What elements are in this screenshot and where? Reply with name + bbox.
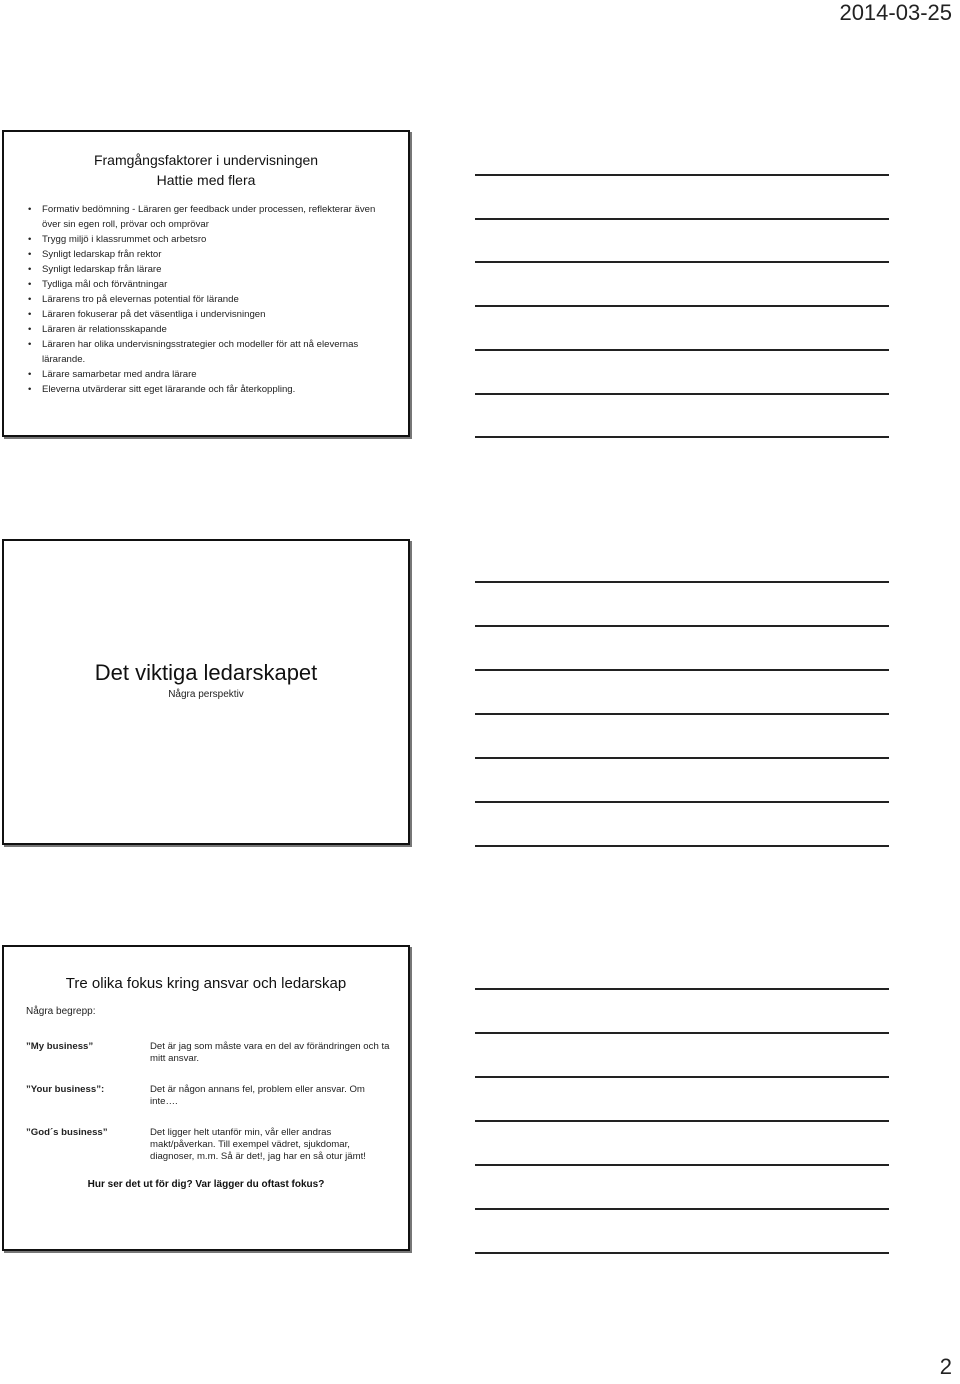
bullet-item: • Läraren är relationsskapande [28,322,396,337]
note-line [475,393,889,395]
note-line [475,669,889,671]
header-date: 2014-03-25 [839,0,952,25]
slide-title [4,150,408,190]
note-line [475,305,889,307]
slide-question: Hur ser det ut för dig? Var lägger du oftast fokus? [87,1179,325,1190]
notes-lines-slide1 [475,130,889,440]
note-line [475,349,889,351]
note-line [475,1076,889,1078]
note-line [475,988,889,990]
note-line [475,1208,889,1210]
bullet-item: • Läraren har olika undervisningsstrategier och modeller för att nå elevernas lärarande. [28,337,396,367]
note-line [475,1032,889,1034]
note-line [475,1252,889,1254]
page-number: 2 [939,1354,952,1379]
notes-lines-slide2 [475,538,889,850]
note-line [475,581,889,583]
slide-framgangsfaktorer [2,130,410,437]
concept-term: ”God´s business” [26,1127,108,1138]
notes-lines-slide3 [475,945,889,1257]
note-line [475,218,889,220]
concept-definition: Det är någon annans fel, problem eller ansvar. Om inte…. [150,1084,365,1107]
note-line [475,174,889,176]
note-line [475,625,889,627]
concept-term: ”Your business”: [26,1084,105,1095]
bullet-item: • Formativ bedömning - Läraren ger feedback under processen, reflekterar även över sin egen roll, prövar och omprövar [28,202,396,232]
bullet-item: • Lärarens tro på elevernas potential för lärande [28,292,396,307]
concept-definition: Det är jag som måste vara en del av förändringen och ta mitt ansvar. [150,1041,390,1064]
note-line [475,845,889,847]
bullet-item: • Trygg miljö i klassrummet och arbetsro [28,232,396,247]
note-line [475,436,889,438]
bullet-item: • Lärare samarbetar med andra lärare [28,367,396,382]
note-line [475,1164,889,1166]
slide-title-line2: Hattie med flera [156,172,256,188]
bullet-item: • Eleverna utvärderar sitt eget lärarande och får återkoppling. [28,382,396,397]
slide-tre-fokus [2,945,410,1251]
slide-title: Det viktiga ledarskapet [94,660,318,685]
bullet-list [4,202,408,397]
slide-title-line1: Framgångsfaktorer i undervisningen [93,152,319,168]
slide-intro: Några begrepp: [26,1006,96,1017]
bullet-item: • Synligt ledarskap från lärare [28,262,396,277]
slide-subtitle: Några perspektiv [168,689,244,700]
note-line [475,801,889,803]
slide-ledarskapet [2,539,410,845]
bullet-item: • Läraren fokuserar på det väsentliga i undervisningen [28,307,396,322]
note-line [475,713,889,715]
note-line [475,757,889,759]
concept-definition: Det ligger helt utanför min, vår eller andras makt/påverkan. Till exempel vädret, sjukdomar, diagnoser, m.m. Så är det!, jag har en så otur jämt! [150,1127,366,1162]
slide-title: Tre olika fokus kring ansvar och ledarskap [65,975,347,992]
concept-term: ”My business” [26,1041,94,1052]
bullet-item: • Synligt ledarskap från rektor [28,247,396,262]
note-line [475,261,889,263]
note-line [475,1120,889,1122]
bullet-item: • Tydliga mål och förväntningar [28,277,396,292]
